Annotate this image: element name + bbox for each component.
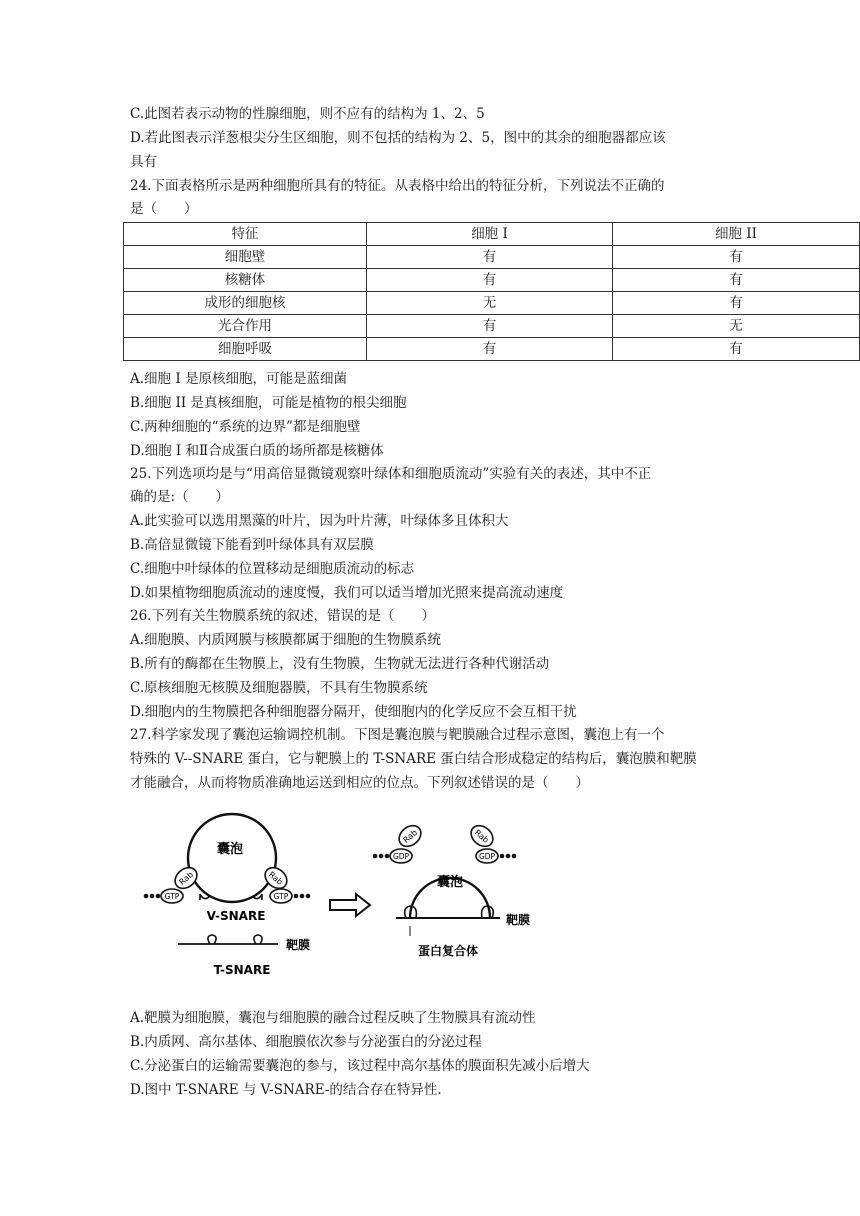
q25-option-b: B.高倍显微镜下能看到叶绿体具有双层膜: [130, 537, 374, 553]
q27-option-c: C.分泌蛋白的运输需要囊泡的参与，该过程中高尔基体的膜面积先减小后增大: [130, 1058, 590, 1074]
gdp-label: GDP: [478, 852, 496, 861]
q25-option-a: A.此实验可以选用黑藻的叶片，因为叶片薄，叶绿体多且体积大: [130, 513, 509, 529]
table-cell: 有: [613, 246, 860, 269]
q25-option-c: C.细胞中叶绿体的位置移动是细胞质流动的标志: [130, 561, 415, 577]
table-cell: 无: [613, 315, 860, 338]
table-header: 特征: [124, 223, 367, 246]
target-membrane-label: 靶膜: [506, 913, 531, 927]
process-arrow: [330, 894, 370, 916]
t-snare-protein: [254, 935, 262, 944]
vesicle-circle: [188, 814, 276, 902]
table-cell: 无: [367, 292, 613, 315]
table-cell: 有: [367, 338, 613, 361]
q24-stem: 24.下面表格所示是两种细胞所具有的特征。从表格中给出的特征分析，下列说法不正确的: [130, 178, 665, 194]
table-cell: 有: [613, 292, 860, 315]
table-header: 细胞 II: [613, 223, 860, 246]
q27-option-d: D.图中 T-SNARE 与 V-SNARE-的结合存在特异性.: [130, 1082, 442, 1098]
q24-option-c: C.两种细胞的“系统的边界”都是细胞壁: [130, 419, 361, 435]
q27-option-a: A.靶膜为细胞膜，囊泡与细胞膜的融合过程反映了生物膜具有流动性: [130, 1010, 536, 1026]
q26-option-c: C.原核细胞无核膜及细胞器膜，不具有生物膜系统: [130, 680, 428, 696]
q25-stem-cont: 确的是:（ ）: [130, 489, 230, 505]
table-cell: 细胞壁: [124, 246, 367, 269]
table-cell: 有: [367, 246, 613, 269]
vesicle-after-fusion: [373, 821, 530, 958]
q24-stem-cont: 是（ ）: [130, 201, 198, 217]
vesicle-label: 囊泡: [436, 875, 464, 890]
table-cell: 有: [367, 269, 613, 292]
table-row: [124, 338, 860, 361]
q24-option-d: D.细胞 I 和Ⅱ合成蛋白质的场所都是核糖体: [130, 443, 384, 459]
table-cell: 细胞呼吸: [124, 338, 367, 361]
q26-option-b: B.所有的酶都在生物膜上，没有生物膜，生物就无法进行各种代谢活动: [130, 656, 550, 672]
table-row: [124, 246, 860, 269]
protein-complex: [482, 906, 494, 918]
vesicle-label: 囊泡: [216, 842, 244, 857]
table-row: [124, 269, 860, 292]
q25-option-d: D.如果植物细胞质流动的速度慢，我们可以适当增加光照来提高流动速度: [130, 585, 564, 601]
q26-option-a: A.细胞膜、内质网膜与核膜都属于细胞的生物膜系统: [130, 632, 442, 648]
table-row: [124, 315, 860, 338]
q23-option-c: C.此图若表示动物的性腺细胞，则不应有的结构为 1、2、5: [130, 106, 485, 122]
q27-stem: 27.科学家发现了囊泡运输调控机制。下图是囊泡膜与靶膜融合过程示意图，囊泡上有一个: [130, 727, 665, 743]
rab-label: Rab: [266, 869, 285, 887]
rab-label: Rab: [401, 827, 420, 845]
feature-table: [123, 222, 860, 361]
q26-option-d: D.细胞内的生物膜把各种细胞器分隔开，使细胞内的化学反应不会互相干扰: [130, 704, 577, 720]
table-cell: 光合作用: [124, 315, 367, 338]
q27-option-b: B.内质网、高尔基体、细胞膜依次参与分泌蛋白的分泌过程: [130, 1034, 482, 1050]
table-row: [124, 292, 860, 315]
q23-option-d-cont: 具有: [130, 154, 157, 170]
t-snare-protein: [208, 935, 216, 944]
q24-option-a: A.细胞 I 是原核细胞，可能是蓝细菌: [130, 371, 347, 387]
protein-complex-label: 蛋白复合体: [417, 944, 479, 958]
gdp-label: GDP: [392, 852, 410, 861]
table-cell: 有: [613, 269, 860, 292]
q27-stem-cont: 特殊的 V--SNARE 蛋白，它与靶膜上的 T-SNARE 蛋白结合形成稳定的结构后，囊泡膜和靶膜: [130, 751, 697, 767]
table-cell: 核糖体: [124, 269, 367, 292]
rab-label: Rab: [472, 827, 491, 845]
q25-stem: 25.下列选项均是与“用高倍显微镜观察叶绿体和细胞质流动”实验有关的表述，其中不正: [130, 466, 652, 482]
gtp-label: GTP: [273, 892, 289, 901]
table-header: 细胞 I: [367, 223, 613, 246]
q23-option-d: D.若此图表示洋葱根尖分生区细胞，则不包括的结构为 2、5，图中的其余的细胞器都应该: [130, 130, 666, 146]
target-membrane-label: 靶膜: [286, 938, 311, 952]
vesicle-fusion-diagram: [138, 808, 538, 988]
table-header-row: [124, 223, 860, 246]
v-snare-label: V-SNARE: [206, 909, 266, 923]
table-cell: 有: [613, 338, 860, 361]
q26-stem: 26.下列有关生物膜系统的叙述，错误的是（ ）: [130, 608, 435, 624]
table-cell: 有: [367, 315, 613, 338]
gtp-label: GTP: [164, 892, 180, 901]
table-cell: 成形的细胞核: [124, 292, 367, 315]
vesicle-before-fusion: [144, 814, 311, 977]
q27-stem-cont2: 才能融合，从而将物质准确地运送到相应的位点。下列叙述错误的是（ ）: [130, 775, 589, 791]
t-snare-label: T-SNARE: [213, 963, 271, 977]
q24-option-b: B.细胞 II 是真核细胞，可能是植物的根尖细胞: [130, 395, 407, 411]
rab-label: Rab: [177, 869, 196, 887]
